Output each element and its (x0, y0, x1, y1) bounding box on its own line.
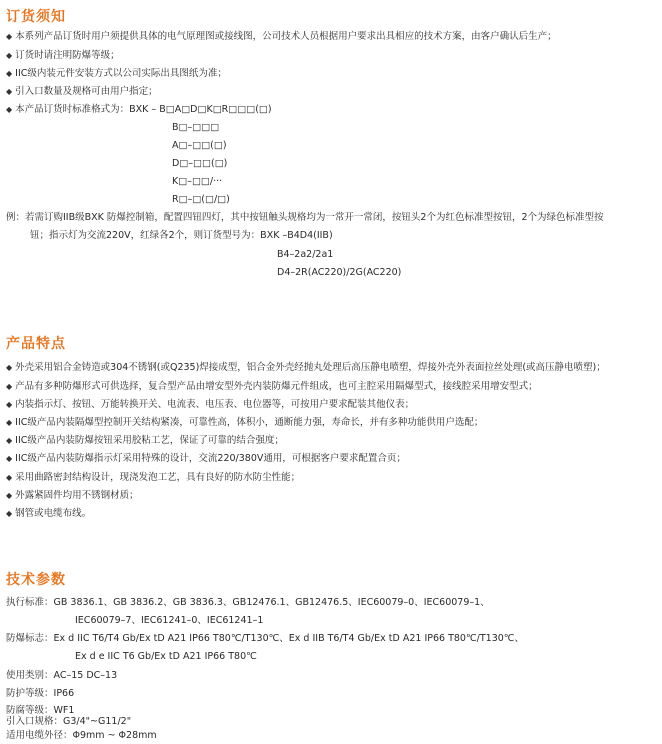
tech-value: WF1 (53, 705, 75, 716)
tech-row (6, 670, 117, 682)
feature-item: ◆ IIC级产品内装防爆指示灯采用特殊的设计，交流220/380V通用，可根据客户要求配置合页； (6, 453, 406, 464)
diamond-bullet-icon: ◆ (6, 473, 13, 482)
format-line: K□–□□/··· (172, 176, 223, 187)
order-notice-item: ◆ 订货时请注明防爆等级； (6, 50, 120, 61)
diamond-bullet-icon: ◆ (6, 491, 13, 500)
feature-item: ◆ IIC级产品内装隔爆型控制开关结构紧凑，可靠性高，体积小，通断能力强，寿命长，并有多种功能供用户选配； (6, 417, 484, 428)
diamond-bullet-icon: ◆ (6, 32, 13, 41)
diamond-bullet-icon: ◆ (6, 105, 13, 114)
order-notice-item: ◆ 本产品订货时标准格式为：BXK – B□A□D□K□R□□□(□) (6, 104, 272, 115)
features-title: 产品特点 (6, 336, 66, 352)
order-notice-item: ◆ IIC级内装元件安装方式以公司实际出具图纸为准； (6, 68, 227, 79)
tech-value: G3/4"~G11/2" (63, 716, 132, 727)
example-line: 钮；指示灯为交流220V，红绿各2个，则订货型号为：BXK –B4D4(IIB) (30, 230, 333, 241)
tech-label: 引入口规格： (6, 716, 64, 727)
format-line: B□–□□□ (172, 122, 220, 133)
diamond-bullet-icon: ◆ (6, 382, 13, 391)
order-notice-item: ◆ 引入口数量及规格可由用户指定； (6, 86, 158, 97)
feature-item: ◆ 内装指示灯、按钮、万能转换开关、电流表、电压表、电位器等，可按用户要求配装其他仪表； (6, 399, 415, 410)
format-line: D□–□□(□) (172, 158, 228, 169)
exmark-value-cont: Ex d e IIC T6 Gb/Ex tD A21 IP66 T80℃ (75, 651, 257, 662)
tech-label: 防腐等级： (6, 705, 54, 716)
feature-item: ◆ 外露紧固件均用不锈钢材质； (6, 490, 139, 501)
tech-value: Φ9mm ~ Φ28mm (72, 730, 157, 741)
example-line: D4–2R(AC220)/2G(AC220) (277, 267, 402, 278)
diamond-bullet-icon: ◆ (6, 400, 13, 409)
exmark-value: Ex d IIC T6/T4 Gb/Ex tD A21 IP66 T80℃/T130℃、Ex d IIB T6/T4 Gb/Ex tD A21 IP66 T80℃/T130℃、 (53, 633, 524, 644)
feature-item: ◆ 产品有多种防爆形式可供选择，复合型产品由增安型外壳内装防爆元件组成，也可主腔采用隔爆型式，接线腔采用增安型式； (6, 381, 538, 392)
exmark-row (6, 633, 524, 645)
diamond-bullet-icon: ◆ (6, 418, 13, 427)
tech-value: IP66 (53, 688, 75, 699)
diamond-bullet-icon: ◆ (6, 454, 13, 463)
format-line: A□–□□(□) (172, 140, 227, 151)
tech-label: 适用电缆外径： (6, 730, 73, 741)
order-notice-title: 订货须知 (6, 9, 66, 25)
order-notice-item: ◆ 本系列产品订货时用户须提供具体的电气原理图或接线图，公司技术人员根据用户要求出具相应的技术方案，由客户确认后生产； (6, 31, 557, 42)
diamond-bullet-icon: ◆ (6, 509, 13, 518)
diamond-bullet-icon: ◆ (6, 51, 13, 60)
tech-row (6, 716, 131, 728)
feature-item: ◆ 采用曲路密封结构设计，现浇发泡工艺，具有良好的防水防尘性能； (6, 472, 301, 483)
tech-title: 技术参数 (6, 572, 66, 588)
format-line: R□–□(□/□) (172, 194, 230, 205)
feature-item: ◆ 外壳采用铝合金铸造或304不锈钢(或Q235)焊接成型，铝合金外壳经抛丸处理后高压静电喷塑，焊接外壳外表面拉丝处理(或高压静电喷塑)； (6, 362, 606, 373)
standard-label: 执行标准： (6, 597, 54, 608)
diamond-bullet-icon: ◆ (6, 69, 13, 78)
feature-item: ◆ 钢管或电缆布线。 (6, 508, 92, 519)
tech-label: 使用类别： (6, 670, 54, 681)
tech-label: 防护等级： (6, 688, 54, 699)
diamond-bullet-icon: ◆ (6, 87, 13, 96)
exmark-label: 防爆标志： (6, 633, 54, 644)
tech-row (6, 730, 157, 742)
tech-row (6, 688, 74, 700)
standard-row (6, 597, 490, 609)
diamond-bullet-icon: ◆ (6, 436, 13, 445)
feature-item: ◆ IIC级产品内装防爆按钮采用胶粘工艺，保证了可靠的结合强度； (6, 435, 284, 446)
example-line: 例：若需订购IIB级BXK 防爆控制箱，配置四钮四灯，其中按钮触头规格均为一常开一常闭，按钮头2个为红色标准型按钮，2个为绿色标准型按 (6, 212, 604, 223)
tech-value: AC–15 DC–13 (53, 670, 118, 681)
example-line: B4–2a2/2a1 (277, 249, 334, 260)
diamond-bullet-icon: ◆ (6, 363, 13, 372)
standard-value-cont: IEC60079–7、IEC61241–0、IEC61241–1 (75, 615, 264, 626)
standard-value: GB 3836.1、GB 3836.2、GB 3836.3、GB12476.1、GB12476.5、IEC60079–0、IEC60079–1、 (53, 597, 490, 608)
